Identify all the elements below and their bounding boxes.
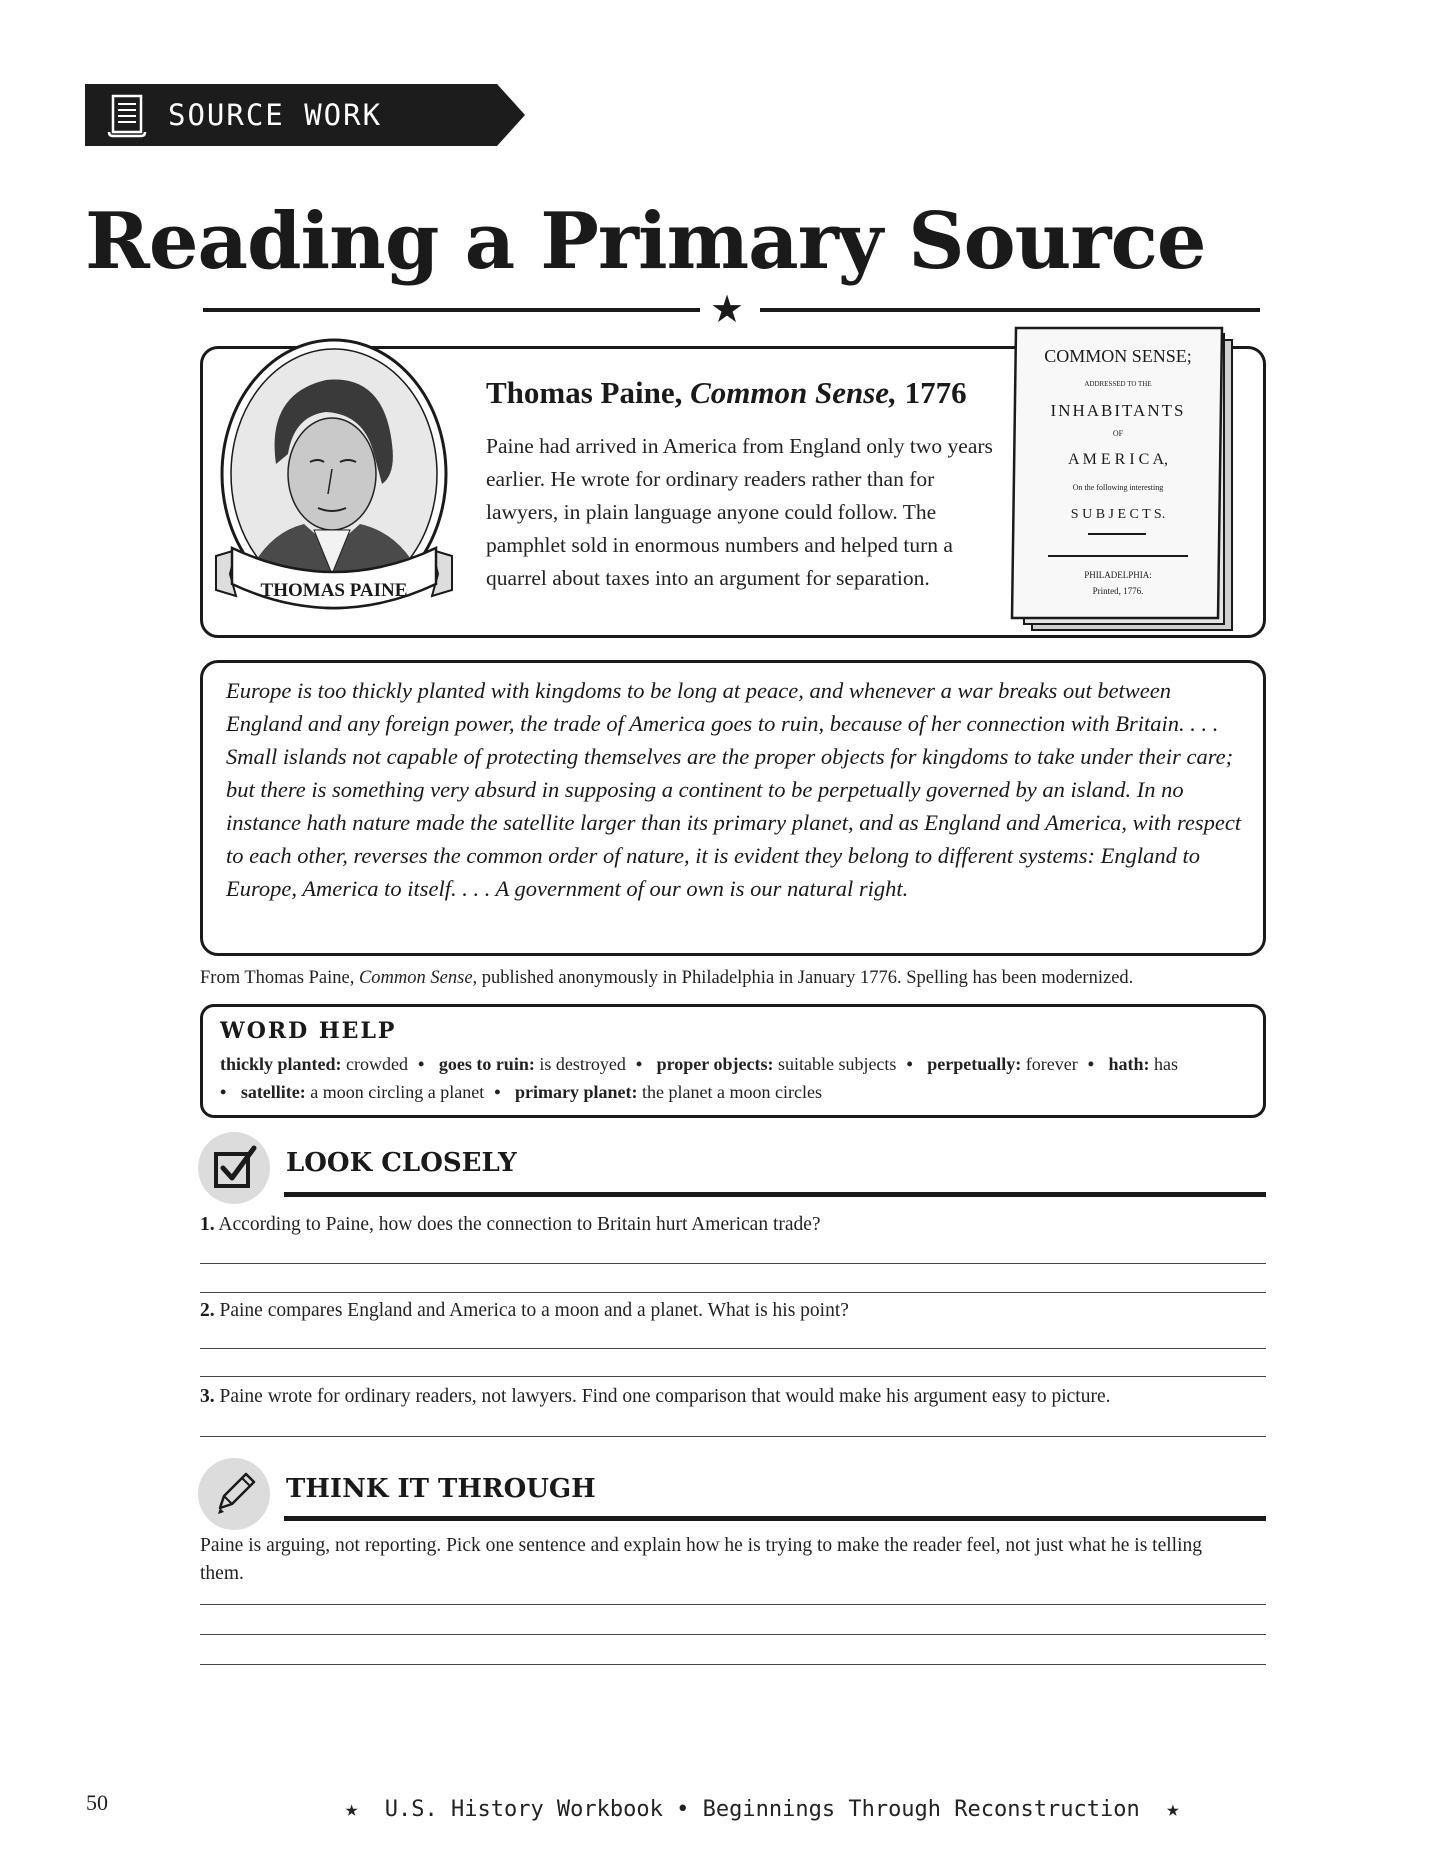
question-number: 1.	[200, 1214, 215, 1235]
word-help-term: goes to ruin:	[438, 1054, 535, 1074]
answer-line[interactable]	[200, 1376, 1266, 1377]
page-title: Reading a Primary Source	[85, 196, 1206, 287]
source-note-before: From Thomas Paine,	[200, 968, 359, 988]
book-line9: Printed, 1776.	[1092, 586, 1144, 596]
word-help-item	[657, 1054, 897, 1074]
question-number: 3.	[200, 1386, 215, 1407]
intro-heading-name: Thomas Paine,	[486, 375, 683, 410]
look-closely-rule	[284, 1192, 1266, 1197]
word-help-def: the planet a moon circles	[637, 1082, 822, 1102]
word-help-def: has	[1149, 1054, 1179, 1074]
answer-line[interactable]	[200, 1634, 1266, 1635]
page-number: 50	[86, 1790, 108, 1815]
answer-line[interactable]	[200, 1436, 1266, 1437]
word-help-def: forever	[1021, 1054, 1078, 1074]
scroll-icon	[104, 92, 150, 138]
primary-source-quote: Europe is too thickly planted with kingdoms to be long at peace, and whenever a war breaks out between England and any foreign power, the trade of America goes to ruin, because of her connection with Britain. . . . Small islands not capable of protecting themselves are the proper objects for kingdoms to take under their care; but there is something very absurd in supposing a continent to be perpetually governed by an island. In no instance hath nature made the satellite larger than its primary planet, and as England and America, with respect to each other, reverses the common order of nature, it is evident they belong to different systems: England to Europe, America to itself. . . . A government of our own is our natural right.	[226, 678, 1242, 901]
word-help-term: proper objects:	[656, 1054, 774, 1074]
separator: •	[1087, 1054, 1095, 1074]
answer-line[interactable]	[200, 1263, 1266, 1264]
tag-label: SOURCE WORK	[168, 98, 383, 132]
word-help-item	[439, 1054, 626, 1074]
word-help-item	[241, 1082, 484, 1102]
title-rule-left	[203, 308, 700, 312]
book-line4: OF	[1112, 429, 1124, 438]
intro-heading-work: Common Sense,	[690, 375, 897, 410]
word-help-term: primary planet:	[515, 1082, 638, 1102]
book-line3: INHABITANTS	[1050, 401, 1186, 420]
checkbox-icon	[210, 1142, 260, 1192]
question-number: 2.	[200, 1300, 215, 1321]
footer-title: U.S. History Workbook • Beginnings Through Reconstruction	[384, 1797, 1140, 1822]
pencil-icon	[212, 1468, 260, 1518]
portrait-illustration	[214, 334, 454, 634]
portrait-banner-text: THOMAS PAINE	[260, 580, 408, 601]
star-icon: ★	[710, 289, 745, 331]
question-text: According to Paine, how does the connection to Britain hurt American trade?	[214, 1214, 821, 1235]
word-help-term: satellite:	[240, 1082, 306, 1102]
answer-line[interactable]	[200, 1348, 1266, 1349]
word-help-term: hath:	[1108, 1054, 1150, 1074]
separator: •	[220, 1082, 227, 1102]
footer-text	[345, 1797, 1179, 1822]
think-prompt: Paine is arguing, not reporting. Pick one sentence and explain how he is trying to make the reader feel, not just what he is telling them.	[200, 1535, 1203, 1584]
word-help-term: perpetually:	[927, 1054, 1022, 1074]
book-line5: A M E R I C A,	[1067, 451, 1169, 468]
pamphlet-illustration	[1002, 320, 1252, 640]
question-text: Paine wrote for ordinary readers, not lawyers. Find one comparison that would make his argument easy to picture.	[214, 1386, 1111, 1407]
book-line2: ADDRESSED TO THE	[1084, 380, 1152, 388]
answer-line[interactable]	[200, 1292, 1266, 1293]
word-help-list	[220, 1050, 1260, 1106]
word-help-def: crowded	[341, 1054, 409, 1074]
intro-heading-year: 1776	[904, 375, 967, 410]
source-note-after: , published anonymously in Philadelphia in January 1776. Spelling has been modernized.	[472, 968, 1134, 988]
word-help-item	[1109, 1054, 1179, 1074]
word-help-def: is destroyed	[534, 1054, 626, 1074]
book-line7: S U B J E C T S.	[1070, 507, 1166, 522]
separator: •	[418, 1054, 425, 1074]
book-line8: PHILADELPHIA:	[1084, 570, 1152, 580]
look-closely-heading: LOOK CLOSELY	[286, 1148, 517, 1178]
star-icon: ★	[1166, 1797, 1180, 1822]
word-help-def: suitable subjects	[773, 1054, 897, 1074]
question-1	[200, 1214, 821, 1236]
word-help-term: thickly planted:	[220, 1054, 342, 1074]
star-icon: ★	[345, 1797, 359, 1822]
question-2	[200, 1300, 849, 1322]
separator: •	[494, 1082, 501, 1102]
question-3	[200, 1386, 1110, 1408]
source-note	[200, 968, 1133, 989]
word-help-item	[927, 1054, 1077, 1074]
separator: •	[635, 1054, 643, 1074]
answer-line[interactable]	[200, 1664, 1266, 1665]
source-note-work: Common Sense	[358, 968, 473, 988]
word-help-heading: WORD HELP	[220, 1018, 397, 1044]
word-help-item	[515, 1082, 822, 1102]
answer-line[interactable]	[200, 1604, 1266, 1605]
think-it-through-rule	[284, 1516, 1266, 1521]
book-line6: On the following interesting	[1072, 483, 1164, 492]
title-rule-right	[760, 308, 1260, 312]
think-it-through-heading: THINK IT THROUGH	[286, 1474, 596, 1504]
book-line1: COMMON SENSE;	[1044, 346, 1192, 366]
separator: •	[906, 1054, 913, 1074]
question-text: Paine compares England and America to a moon and a planet. What is his point?	[214, 1300, 849, 1321]
word-help-item	[220, 1054, 408, 1074]
word-help-def: a moon circling a planet	[305, 1082, 485, 1102]
intro-heading	[486, 375, 967, 411]
intro-text: Paine had arrived in America from England only two years earlier. He wrote for ordinary readers rather than for lawyers, in plain language anyone could follow. The pamphlet sold in enormous numbers and helped turn a quarrel about taxes into an argument for separation.	[486, 434, 993, 590]
